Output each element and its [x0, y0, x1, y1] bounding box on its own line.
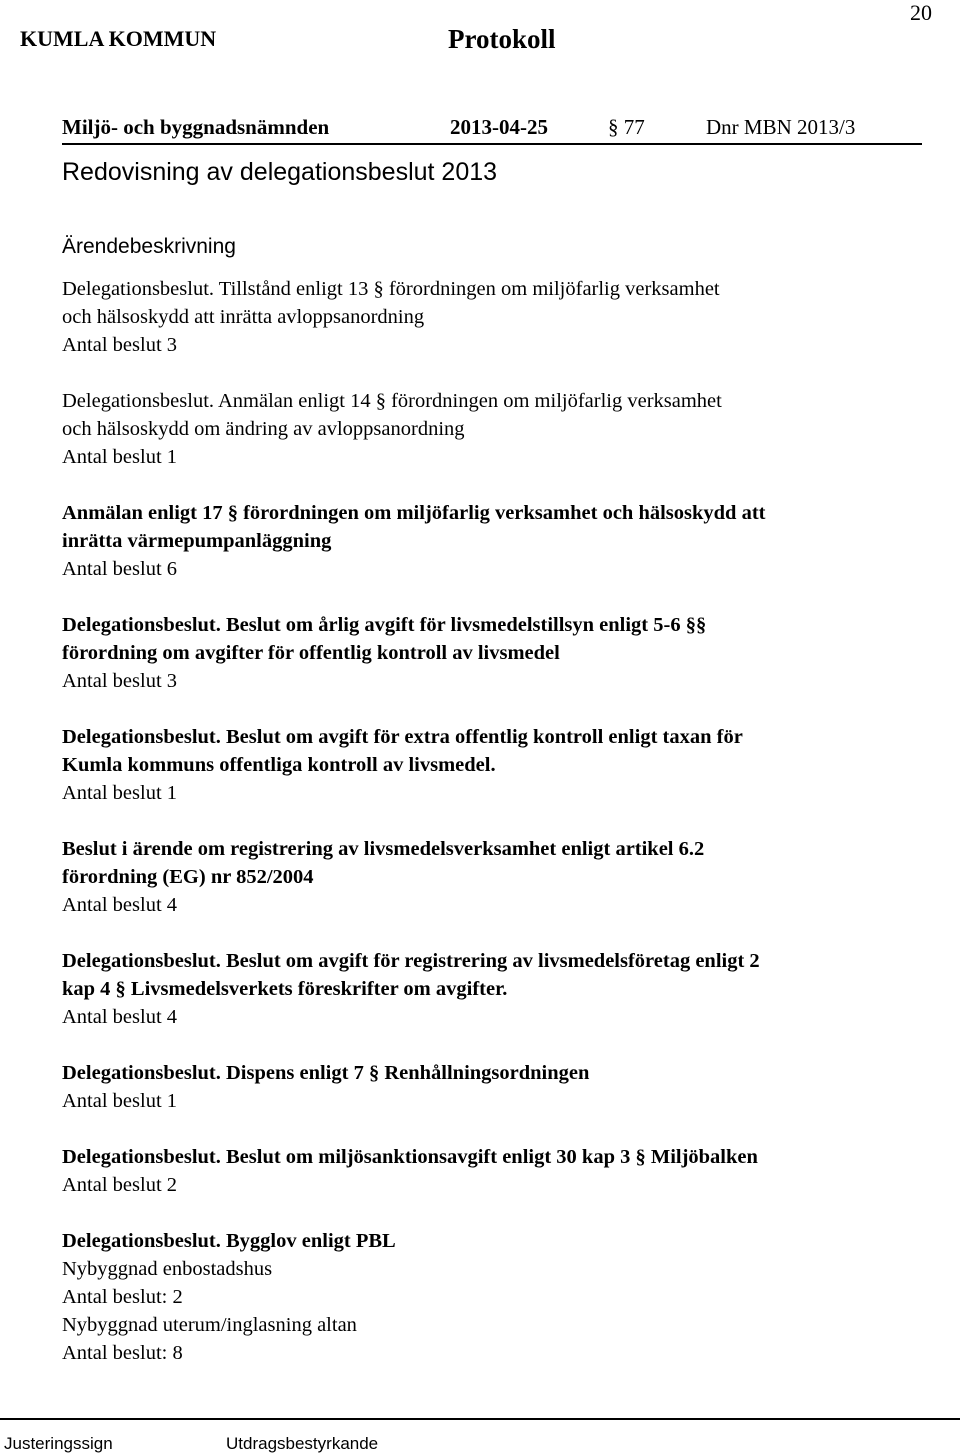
section-number: § 77 [608, 115, 645, 139]
decision-item [62, 947, 932, 1031]
decision-count: Antal beslut 4 [62, 894, 178, 916]
decision-item [62, 723, 932, 807]
bygglov-heading: Delegationsbeslut. Bygglov enligt PBL [62, 1230, 396, 1252]
decision-description: Delegationsbeslut. Anmälan enligt 14 § förordningen om miljöfarlig verksamhet [62, 390, 722, 412]
decision-description-cont: kap 4 § Livsmedelsverkets föreskrifter om avgifter. [62, 978, 508, 1000]
decision-count: Antal beslut 1 [62, 1090, 178, 1112]
decision-description: Delegationsbeslut. Beslut om avgift för registrering av livsmedelsföretag enligt 2 [62, 950, 760, 972]
decision-item [62, 275, 932, 359]
decision-description: Delegationsbeslut. Beslut om årlig avgift för livsmedelstillsyn enligt 5-6 §§ [62, 614, 707, 636]
diary-number: Dnr MBN 2013/3 [706, 115, 856, 139]
decision-count: Antal beslut: 2 [62, 1286, 183, 1308]
committee-name: Miljö- och byggnadsnämnden [62, 115, 330, 139]
bygglov-type: Nybyggnad uterum/inglasning altan [62, 1314, 357, 1336]
decision-item [62, 835, 932, 919]
decision-count: Antal beslut 3 [62, 670, 178, 692]
meta-row [62, 113, 922, 145]
adjustment-signature-label: Justeringssign [4, 1434, 113, 1453]
decision-item-bygglov [62, 1227, 932, 1367]
decision-description-cont: Kumla kommuns offentliga kontroll av livsmedel. [62, 754, 496, 776]
decision-count: Antal beslut 1 [62, 782, 178, 804]
decision-item [62, 611, 932, 695]
decision-description: Delegationsbeslut. Dispens enligt 7 § Renhållningsordningen [62, 1062, 590, 1084]
decision-description: Delegationsbeslut. Beslut om avgift för extra offentlig kontroll enligt taxan för [62, 726, 743, 748]
extract-certification-label: Utdragsbestyrkande [226, 1434, 379, 1453]
decision-description: Delegationsbeslut. Beslut om miljösanktionsavgift enligt 30 kap 3 § Miljöbalken [62, 1146, 758, 1168]
decision-count: Antal beslut 1 [62, 446, 178, 468]
section-heading: Ärendebeskrivning [62, 235, 236, 258]
document-type: Protokoll [448, 24, 556, 54]
decision-count: Antal beslut 3 [62, 334, 178, 356]
meeting-date: 2013-04-25 [450, 115, 548, 139]
decision-list [62, 275, 932, 1395]
decision-description-cont: och hälsoskydd att inrätta avloppsanordning [62, 306, 425, 328]
signature-footer [0, 1418, 960, 1456]
page-title: Redovisning av delegationsbeslut 2013 [62, 158, 498, 186]
decision-description-cont: inrätta värmepumpanläggning [62, 530, 332, 552]
decision-count: Antal beslut 6 [62, 558, 178, 580]
page-number: 20 [910, 0, 932, 25]
decision-item [62, 1143, 932, 1199]
decision-item [62, 1059, 932, 1115]
decision-description: Anmälan enligt 17 § förordningen om miljöfarlig verksamhet och hälsoskydd att [62, 502, 766, 524]
bygglov-type: Nybyggnad enbostadshus [62, 1258, 273, 1280]
decision-description-cont: förordning (EG) nr 852/2004 [62, 866, 314, 888]
decision-item [62, 499, 932, 583]
decision-count: Antal beslut 2 [62, 1174, 178, 1196]
decision-description-cont: förordning om avgifter för offentlig kontroll av livsmedel [62, 642, 560, 664]
decision-count: Antal beslut 4 [62, 1006, 178, 1028]
decision-item [62, 387, 932, 471]
decision-description: Beslut i ärende om registrering av livsmedelsverksamhet enligt artikel 6.2 [62, 838, 705, 860]
decision-description-cont: och hälsoskydd om ändring av avloppsanordning [62, 418, 465, 440]
decision-count: Antal beslut: 8 [62, 1342, 183, 1364]
organization-name: KUMLA KOMMUN [20, 26, 217, 51]
decision-description: Delegationsbeslut. Tillstånd enligt 13 § förordningen om miljöfarlig verksamhet [62, 278, 720, 300]
